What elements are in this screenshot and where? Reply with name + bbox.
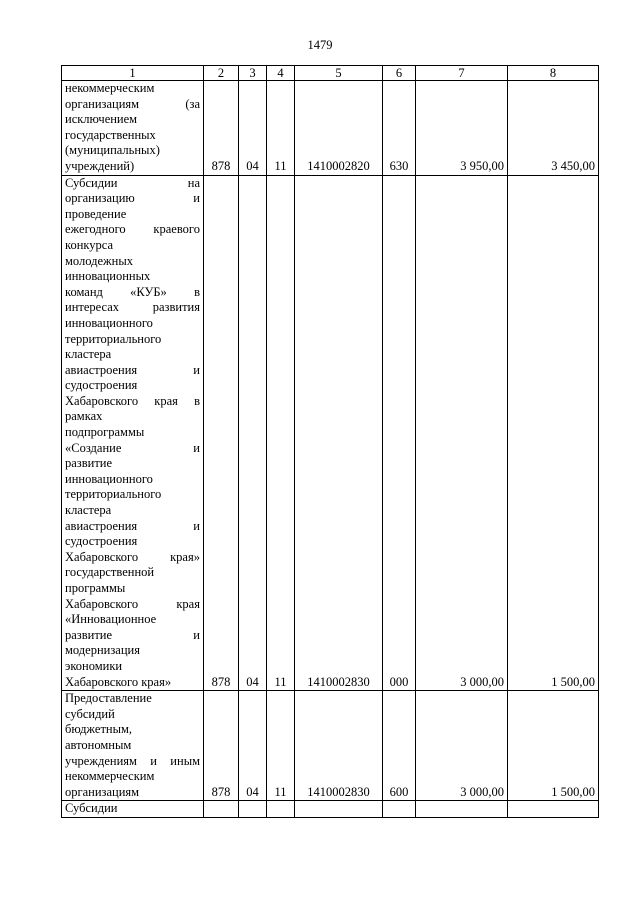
cell-col5: 1410002830 [295, 691, 383, 801]
description-line: экономики [65, 658, 123, 673]
description-line: территориального [65, 331, 162, 346]
header-cell: 4 [267, 66, 295, 81]
description-line: учреждениям и иным [65, 753, 200, 768]
cell-col7 [416, 801, 508, 818]
cell-col6: 600 [383, 691, 416, 801]
description-line: кластера [65, 347, 112, 362]
description-line: организацию и [65, 191, 200, 206]
table-header-row [62, 66, 599, 81]
table-body [62, 81, 599, 818]
header-cell: 6 [383, 66, 416, 81]
header-cell: 3 [239, 66, 267, 81]
description-line: (муниципальных) [65, 143, 160, 158]
cell-col7: 3 000,00 [416, 691, 508, 801]
header-cell: 2 [204, 66, 239, 81]
description-line: бюджетным, [65, 722, 133, 737]
header-cell: 8 [508, 66, 599, 81]
cell-col4 [267, 801, 295, 818]
cell-col2 [204, 801, 239, 818]
cell-col4: 11 [267, 691, 295, 801]
table-row [62, 801, 599, 818]
description-line: авиастроения и [65, 518, 200, 533]
description-line: территориального [65, 487, 162, 502]
description-line: Хабаровского края» [65, 674, 172, 689]
description-line: проведение [65, 206, 127, 221]
cell-col2: 878 [204, 81, 239, 176]
description-line: некоммерческим [65, 81, 155, 95]
table-row [62, 175, 599, 691]
description-line: Субсидии на [65, 175, 200, 190]
header-cell: 7 [416, 66, 508, 81]
description-line: подпрограммы [65, 425, 145, 440]
description-line: автономным [65, 737, 132, 752]
header-cell: 5 [295, 66, 383, 81]
description-line: авиастроения и [65, 362, 200, 377]
description-line: интересах развития [65, 300, 200, 315]
description-line: молодежных [65, 253, 134, 268]
description-line: исключением [65, 112, 138, 127]
cell-col4: 11 [267, 175, 295, 691]
row-description [62, 81, 204, 176]
description-line: Хабаровского края» [65, 549, 200, 564]
page-number: 1479 [307, 38, 333, 52]
description-line: некоммерческим [65, 769, 155, 784]
description-line: субсидий [65, 706, 115, 721]
description-line: Хабаровского края в [65, 393, 200, 408]
cell-col6 [383, 801, 416, 818]
row-description [62, 691, 204, 801]
description-line: инновационного [65, 471, 153, 486]
cell-col3: 04 [239, 81, 267, 176]
table-row [62, 81, 599, 176]
description-line: государственной [65, 565, 155, 580]
cell-col8: 1 500,00 [508, 175, 599, 691]
cell-col3: 04 [239, 691, 267, 801]
cell-col5: 1410002820 [295, 81, 383, 176]
description-line: Хабаровского края [65, 596, 200, 611]
description-line: организациям [65, 784, 140, 799]
header-cell: 1 [62, 66, 204, 81]
description-line: инновационных [65, 269, 151, 284]
cell-col8: 1 500,00 [508, 691, 599, 801]
description-line: судостроения [65, 378, 138, 393]
description-line: кластера [65, 503, 112, 518]
description-line: команд «КУБ» в [65, 284, 200, 299]
description-line: организациям (за [65, 96, 200, 111]
cell-col2: 878 [204, 691, 239, 801]
cell-col7: 3 000,00 [416, 175, 508, 691]
description-line: модернизация [65, 643, 140, 658]
description-line: рамках [65, 409, 103, 424]
budget-table [61, 65, 599, 818]
description-line: конкурса [65, 237, 114, 252]
description-line: Предоставление [65, 691, 152, 706]
description-line: учреждений) [65, 158, 135, 173]
description-line: «Создание и [65, 440, 200, 455]
cell-col3 [239, 801, 267, 818]
description-line: государственных [65, 127, 156, 142]
cell-col5 [295, 801, 383, 818]
description-line: судостроения [65, 534, 138, 549]
description-line: инновационного [65, 315, 153, 330]
cell-col7: 3 950,00 [416, 81, 508, 176]
description-line: «Инновационное [65, 612, 157, 627]
row-description [62, 801, 204, 818]
cell-col6: 630 [383, 81, 416, 176]
description-line: развитие [65, 456, 113, 471]
description-line: Субсидии [65, 801, 118, 816]
cell-col3: 04 [239, 175, 267, 691]
row-description [62, 175, 204, 691]
description-line: ежегодного краевого [65, 222, 200, 237]
cell-col8 [508, 801, 599, 818]
table-row [62, 691, 599, 801]
cell-col5: 1410002830 [295, 175, 383, 691]
cell-col8: 3 450,00 [508, 81, 599, 176]
cell-col4: 11 [267, 81, 295, 176]
cell-col6: 000 [383, 175, 416, 691]
cell-col2: 878 [204, 175, 239, 691]
description-line: развитие и [65, 627, 200, 642]
description-line: программы [65, 581, 126, 595]
